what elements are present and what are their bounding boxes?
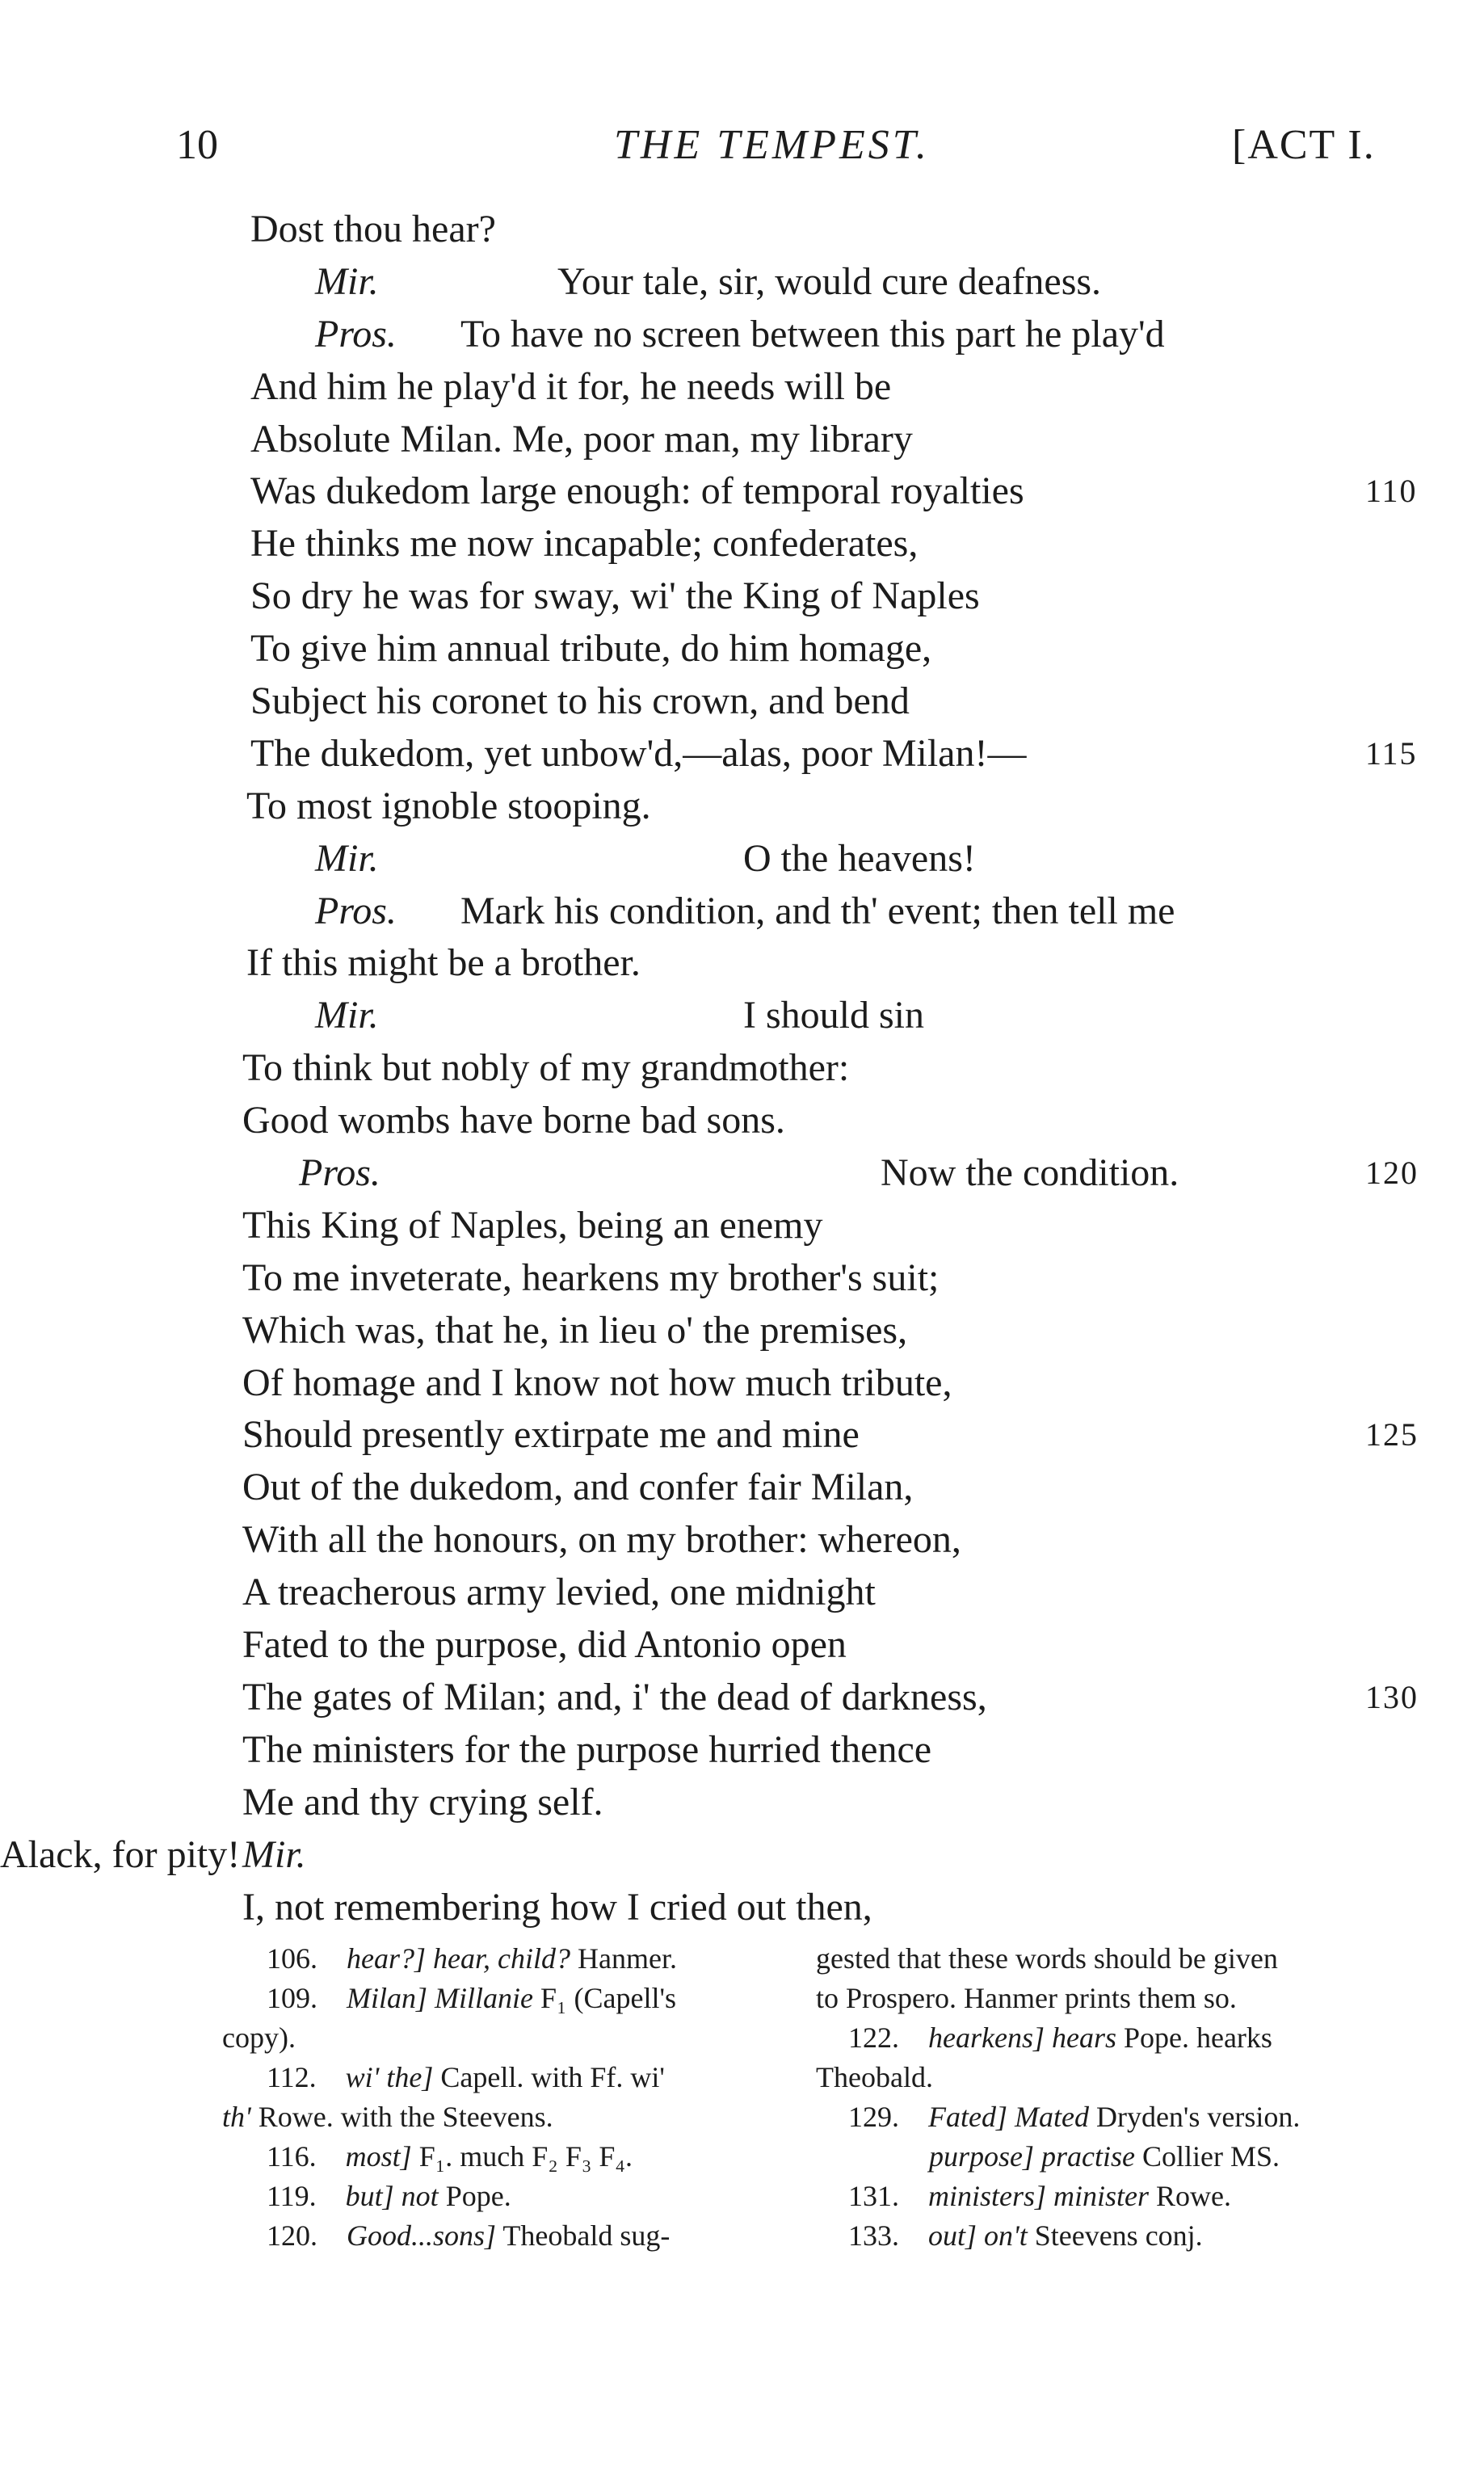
verse-text: The ministers for the purpose hurried thence (242, 1727, 932, 1771)
footnote-text: copy). (222, 2021, 296, 2054)
footnote-lemma: th' (222, 2101, 251, 2133)
verse-text: Subject his coronet to his crown, and bend (250, 679, 910, 723)
footnote-line (816, 2177, 1381, 2216)
footnote-text: F₁ (Capell's (540, 1982, 677, 2014)
verse-text: Was dukedom large enough: of temporal royalties (250, 469, 1024, 513)
verse-text: To give him annual tribute, do him homage, (250, 627, 932, 671)
footnote-text: Capell. with Ff. wi' (440, 2061, 665, 2093)
footnote-lemma: hear?] hear, child? (347, 1942, 570, 1975)
verse-line (0, 1200, 1484, 1252)
footnote-lemma: most] (345, 2140, 412, 2173)
verse-line (0, 990, 1484, 1042)
speaker-name: Pros. (299, 1151, 380, 1195)
verse-line (0, 728, 1484, 780)
verse-text: Absolute Milan. Me, poor man, my library (250, 417, 913, 461)
footnote-line (816, 2018, 1381, 2058)
footnote-lemma: out] on't (928, 2219, 1028, 2252)
footnote-line (816, 2216, 1381, 2256)
verse-line (0, 361, 1484, 414)
verse-text: If this might be a brother. (246, 941, 641, 985)
footnote-number: 133. (848, 2219, 899, 2252)
verse-line (0, 1305, 1484, 1357)
speaker-name: Mir. (242, 1832, 306, 1876)
verse-line (0, 1042, 1484, 1095)
footnote-number: 122. (848, 2021, 899, 2054)
verse-line (0, 780, 1484, 833)
verse-line (0, 256, 1484, 309)
footnote-line (816, 2097, 1381, 2137)
footnote-text: Steevens conj. (1034, 2219, 1203, 2252)
verse-line (0, 886, 1484, 938)
verse-text: I should sin (743, 994, 925, 1037)
verse-text: With all the honours, on my brother: whereon, (242, 1518, 961, 1562)
verse-line (0, 414, 1484, 466)
footnote-line (816, 1939, 1381, 1979)
line-number: 120 (1365, 1155, 1419, 1192)
footnote-number: 106. (267, 1942, 317, 1975)
verse-line (0, 465, 1484, 518)
verse-text: Which was, that he, in lieu o' the premises, (242, 1308, 908, 1352)
footnote-line (222, 1979, 792, 2018)
footnote-number: 120. (267, 2219, 317, 2252)
verse-text: So dry he was for sway, wi' the King of Naples (250, 574, 980, 618)
verse-text: I, not remembering how I cried out then, (242, 1885, 872, 1929)
footnote-line (222, 2018, 792, 2058)
verse-text: And him he play'd it for, he needs will be (250, 364, 892, 408)
verse-text: Should presently extirpate me and mine (242, 1413, 860, 1457)
verse-line (0, 1777, 1484, 1829)
footnote-text: Rowe. (1156, 2180, 1232, 2212)
footnote-line (222, 2097, 792, 2137)
verse-line (0, 570, 1484, 623)
line-number: 130 (1365, 1678, 1419, 1715)
verse-text: This King of Naples, being an enemy (242, 1203, 823, 1247)
footnote-lemma: Good...sons] (347, 2219, 497, 2252)
footnote-line (222, 2177, 792, 2216)
speaker-name: Pros. (315, 312, 397, 355)
page-number: 10 (176, 122, 218, 168)
footnote-text: Hanmer. (577, 1942, 677, 1975)
footnote-line (222, 1939, 792, 1979)
verse-line (0, 833, 1484, 886)
verse-line (0, 1462, 1484, 1514)
footnote-line (816, 2058, 1381, 2097)
verse-text: To think but nobly of my grandmother: (242, 1046, 850, 1090)
footnote-lemma: purpose] practise (929, 2140, 1135, 2173)
verse-text: The gates of Milan; and, i' the dead of darkness, (242, 1675, 987, 1718)
verse-line (0, 1882, 1484, 1934)
verse-line (0, 1095, 1484, 1147)
footnote-line (816, 2137, 1381, 2177)
line-number: 110 (1365, 473, 1418, 510)
act-marker: [ACT I. (1232, 122, 1376, 168)
verse-line (0, 1829, 1484, 1882)
line-number: 125 (1365, 1416, 1419, 1453)
verse-text: Fated to the purpose, did Antonio open (242, 1623, 847, 1667)
footnote-text: Theobald sug- (502, 2219, 671, 2252)
verse-line (0, 518, 1484, 570)
verse-line (0, 1252, 1484, 1305)
footnote-line (222, 2216, 792, 2256)
verse-line (0, 1357, 1484, 1410)
footnotes-right-column (816, 1939, 1381, 2256)
verse-text: Mark his condition, and th' event; then tell me (460, 889, 1175, 932)
verse-text: Dost thou hear? (250, 208, 496, 250)
footnote-number: 131. (848, 2180, 899, 2212)
footnote-text: to Prospero. Hanmer prints them so. (816, 1982, 1237, 2014)
footnote-line (222, 2137, 792, 2177)
running-title: THE TEMPEST. (614, 122, 930, 168)
verse-line (0, 1619, 1484, 1672)
footnote-lemma: Milan] Millanie (347, 1982, 533, 2014)
verse-line (0, 1147, 1484, 1200)
verse-text: He thinks me now incapable; confederates, (250, 522, 919, 566)
footnote-text: Theobald. (816, 2061, 933, 2093)
footnote-text: F₁. much F₂ F₃ F₄. (418, 2140, 633, 2173)
verse-text: To me inveterate, hearkens my brother's suit; (242, 1256, 940, 1299)
footnote-text: gested that these words should be given (816, 1942, 1278, 1975)
footnote-line (222, 2058, 792, 2097)
footnote-text: Pope. (445, 2180, 511, 2212)
verse-line (0, 675, 1484, 728)
footnotes-left-column (222, 1939, 792, 2256)
footnote-number: 109. (267, 1982, 317, 2014)
footnote-lemma: but] not (345, 2180, 439, 2212)
speaker-name: Pros. (315, 889, 397, 932)
footnote-line (816, 1979, 1381, 2018)
footnote-number: 112. (267, 2061, 317, 2093)
verse-text: To have no screen between this part he play'd (460, 312, 1165, 355)
speaker-name: Mir. (315, 836, 379, 880)
verse-line (0, 937, 1484, 990)
verse-text: Out of the dukedom, and confer fair Milan, (242, 1466, 914, 1509)
verse-line (0, 1567, 1484, 1619)
verse-text: Me and thy crying self. (242, 1780, 603, 1824)
footnote-number: 119. (267, 2180, 317, 2212)
verse-line (0, 309, 1484, 361)
verse-block (0, 204, 1484, 1933)
verse-line (0, 1409, 1484, 1462)
footnote-text: Rowe. with the Steevens. (258, 2101, 553, 2133)
verse-line (0, 1514, 1484, 1567)
verse-line (0, 1672, 1484, 1724)
speaker-name: Mir. (315, 994, 379, 1037)
verse-line (0, 623, 1484, 675)
verse-text: O the heavens! (743, 836, 976, 880)
verse-text: Alack, for pity! (0, 1832, 241, 1876)
verse-text: The dukedom, yet unbow'd,—alas, poor Milan!— (250, 731, 1027, 775)
verse-text: To most ignoble stooping. (246, 784, 651, 827)
verse-text: Good wombs have borne bad sons. (242, 1099, 785, 1142)
footnote-lemma: wi' the] (345, 2061, 434, 2093)
verse-line (0, 1724, 1484, 1777)
verse-text: A treacherous army levied, one midnight (242, 1571, 876, 1614)
footnote-lemma: Fated] Mated (928, 2101, 1089, 2133)
footnote-number: 129. (848, 2101, 899, 2133)
verse-line (0, 204, 1484, 256)
footnote-number: 116. (267, 2140, 317, 2173)
footnote-text: Dryden's version. (1095, 2101, 1301, 2133)
verse-text: Now the condition. (881, 1151, 1179, 1195)
verse-text: Of homage and I know not how much tribute, (242, 1361, 952, 1404)
speaker-name: Mir. (315, 259, 379, 303)
footnote-lemma: hearkens] hears (928, 2021, 1116, 2054)
verse-text: Your tale, sir, would cure deafness. (557, 259, 1102, 303)
footnote-text: Pope. hearks (1123, 2021, 1272, 2054)
footnote-lemma: ministers] minister (928, 2180, 1150, 2212)
footnote-text: Collier MS. (1142, 2140, 1280, 2173)
line-number: 115 (1365, 734, 1418, 772)
